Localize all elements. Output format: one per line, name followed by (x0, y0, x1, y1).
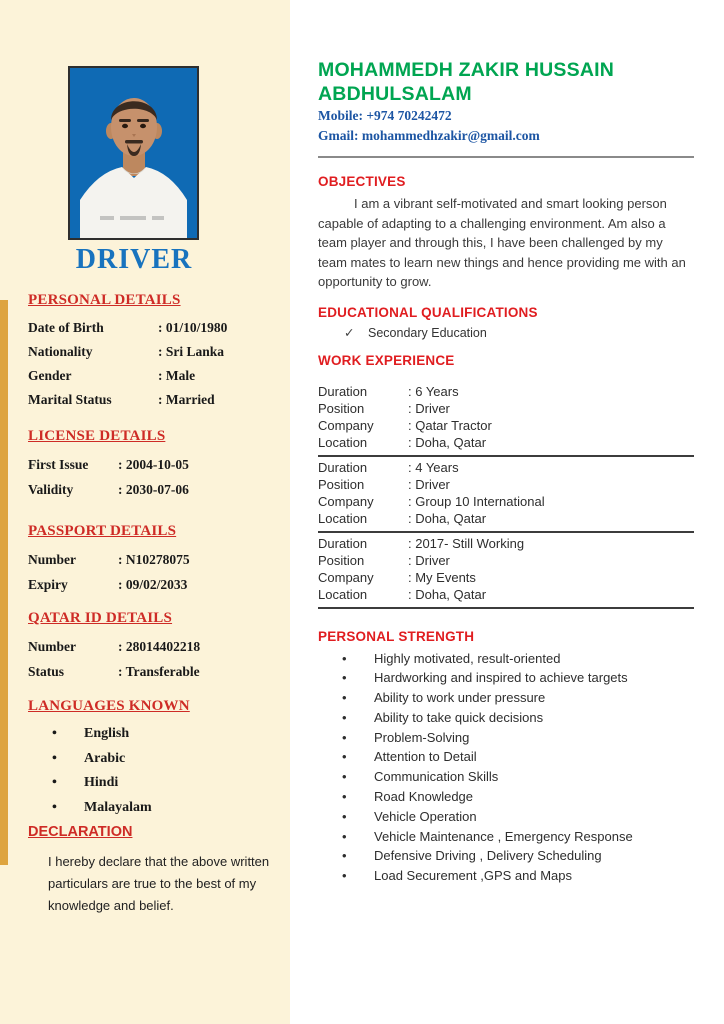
detail-label: Date of Birth (28, 320, 104, 335)
strength-label: Problem-Solving (374, 729, 470, 745)
job-row (318, 535, 694, 552)
job-field-label: Location (318, 434, 368, 450)
bullet-icon: • (342, 670, 347, 686)
personal-details-heading: PERSONAL DETAILS (28, 292, 181, 308)
job-row (318, 586, 694, 603)
bullet-icon: • (342, 808, 347, 824)
job-field-value: : My Events (408, 569, 476, 585)
job-row (318, 400, 694, 417)
bullet-icon: • (52, 726, 57, 741)
objectives-heading: OBJECTIVES (318, 174, 406, 189)
job-field-label: Duration (318, 383, 368, 399)
job-row (318, 493, 694, 510)
strength-item (318, 649, 694, 669)
declaration-section (28, 824, 274, 917)
bullet-icon: • (342, 749, 347, 765)
job-field-label: Location (318, 586, 368, 602)
detail-value: : 28014402218 (118, 639, 201, 654)
job-row (318, 459, 694, 476)
bullet-icon: • (52, 775, 57, 790)
job-field-value: : 4 Years (408, 459, 459, 475)
languages-heading: LANGUAGES KNOWN (28, 698, 190, 714)
objectives-text: I am a vibrant self-motivated and smart looking person capable of adapting to a challenging environment. Am also a team player and through this, I have been challenged by my team mates to learn new things and hence providing me with an opportunity to grow. (318, 196, 686, 289)
job-row (318, 383, 694, 400)
work-experience-table (318, 381, 694, 609)
strength-label: Ability to take quick decisions (374, 709, 544, 725)
job-field-label: Company (318, 569, 374, 585)
job-field-label: Duration (318, 459, 368, 475)
detail-row (28, 388, 274, 412)
personal-strength-heading: PERSONAL STRENGTH (318, 628, 475, 644)
detail-row (28, 634, 274, 659)
language-label: Malayalam (84, 799, 152, 815)
job-field-value: : Group 10 International (408, 493, 545, 509)
job-field-value: : Doha, Qatar (408, 586, 487, 602)
passport-details-section (28, 523, 274, 597)
job-field-value: : Qatar Tractor (408, 417, 492, 433)
detail-value: : 2004-10-05 (118, 457, 189, 472)
job-row (318, 569, 694, 586)
candidate-name-line1: MOHAMMEDH ZAKIR HUSSAIN (318, 59, 615, 81)
job-field-label: Company (318, 493, 374, 509)
job-field-value: : Driver (408, 400, 450, 416)
strength-item (318, 767, 694, 787)
license-details-section (28, 428, 274, 502)
detail-value: : Married (158, 392, 215, 407)
strength-item (318, 807, 694, 827)
strength-item (318, 747, 694, 767)
main-column (318, 58, 694, 886)
bullet-icon: • (342, 690, 347, 706)
strength-label: Ability to work under pressure (374, 690, 546, 706)
bullet-icon: • (52, 799, 57, 815)
language-item (28, 771, 274, 796)
detail-label: Nationality (28, 344, 93, 359)
language-label: English (84, 726, 130, 741)
job-row (318, 510, 694, 527)
job-row (318, 476, 694, 493)
checkmark-icon: ✓ (344, 325, 355, 340)
job-title: DRIVER (75, 244, 193, 275)
language-label: Arabic (84, 750, 126, 766)
strength-item (318, 728, 694, 748)
strength-label: Load Securement ,GPS and Maps (374, 868, 573, 884)
job-field-label: Duration (318, 535, 368, 551)
strength-item (318, 668, 694, 688)
strength-label: Communication Skills (374, 769, 499, 785)
job-field-value: : 2017- Still Working (408, 535, 525, 551)
qatar-id-details-heading: QATAR ID DETAILS (28, 610, 173, 626)
strength-label: Attention to Detail (374, 749, 477, 765)
bullet-icon: • (342, 848, 347, 864)
qatar-id-details-section (28, 610, 274, 684)
job-field-label: Position (318, 476, 365, 492)
declaration-text: I hereby declare that the above written particulars are true to the best of my knowledge and belief. (48, 854, 270, 913)
job-field-value: : Doha, Qatar (408, 510, 487, 526)
strength-label: Highly motivated, result-oriented (374, 650, 561, 666)
header-divider (318, 156, 694, 158)
detail-row (28, 659, 274, 684)
language-item (28, 747, 274, 772)
bullet-icon: • (342, 828, 347, 844)
languages-section (28, 698, 274, 820)
strength-item (318, 688, 694, 708)
language-item (28, 796, 274, 821)
education-item (318, 325, 694, 342)
detail-label: First Issue (28, 457, 89, 472)
job-entry (318, 533, 694, 609)
education-item-label: Secondary Education (368, 325, 487, 340)
job-entry (318, 381, 694, 457)
strength-item (318, 846, 694, 866)
bullet-icon: • (342, 650, 347, 666)
detail-value: : 09/02/2033 (118, 577, 188, 592)
job-row (318, 434, 694, 451)
personal-strength-list (318, 649, 694, 887)
gold-stripe-decoration (0, 300, 8, 865)
strength-label: Road Knowledge (374, 789, 474, 805)
bullet-icon: • (342, 709, 347, 725)
job-field-value: : 6 Years (408, 383, 459, 399)
detail-value: : Male (158, 368, 196, 383)
job-field-value: : Driver (408, 476, 450, 492)
strength-label: Vehicle Operation (374, 808, 477, 824)
detail-label: Status (28, 664, 65, 679)
detail-row (28, 572, 274, 597)
strength-item (318, 708, 694, 728)
detail-label: Number (28, 552, 76, 567)
candidate-name-line2: ABDHULSALAM (318, 83, 472, 105)
education-heading: EDUCATIONAL QUALIFICATIONS (318, 304, 538, 320)
detail-value: : N10278075 (118, 552, 190, 567)
detail-value: : Sri Lanka (158, 344, 225, 359)
detail-row (28, 547, 274, 572)
sidebar (0, 0, 290, 1024)
bullet-icon: • (342, 769, 347, 785)
detail-value: : 01/10/1980 (158, 320, 228, 335)
strength-label: Hardworking and inspired to achieve targets (374, 670, 628, 686)
detail-label: Expiry (28, 577, 68, 592)
detail-value: : 2030-07-06 (118, 482, 189, 497)
bullet-icon: • (52, 750, 57, 766)
profile-photo (68, 66, 199, 240)
language-label: Hindi (84, 775, 119, 790)
detail-value: : Transferable (118, 664, 200, 679)
detail-row (28, 477, 274, 502)
profile-photo-illustration (70, 68, 197, 238)
strength-item (318, 827, 694, 847)
license-details-heading: LICENSE DETAILS (28, 428, 166, 444)
job-field-label: Location (318, 510, 368, 526)
work-experience-heading: WORK EXPERIENCE (318, 352, 455, 368)
job-field-value: : Driver (408, 552, 450, 568)
personal-details-section (28, 292, 274, 412)
mobile-number: Mobile: +974 70242472 (318, 108, 452, 123)
job-field-label: Position (318, 552, 365, 568)
strength-label: Vehicle Maintenance , Emergency Response (374, 828, 633, 844)
strength-item (318, 787, 694, 807)
detail-row (28, 340, 274, 364)
passport-details-heading: PASSPORT DETAILS (28, 523, 177, 539)
detail-label: Number (28, 639, 76, 654)
job-entry (318, 457, 694, 533)
job-row (318, 417, 694, 434)
bullet-icon: • (342, 789, 347, 805)
detail-label: Gender (28, 368, 72, 383)
detail-label: Validity (28, 482, 74, 497)
sidebar-sections (28, 292, 274, 917)
job-field-value: : Doha, Qatar (408, 434, 487, 450)
declaration-heading: DECLARATION (28, 824, 133, 840)
detail-label: Marital Status (28, 392, 112, 407)
bullet-icon: • (342, 868, 347, 884)
email-link[interactable]: Gmail: mohammedhzakir@gmail.com (318, 128, 540, 143)
language-item (28, 722, 274, 747)
strength-item (318, 866, 694, 886)
strength-label: Defensive Driving , Delivery Scheduling (374, 848, 602, 864)
job-row (318, 552, 694, 569)
detail-row (28, 316, 274, 340)
detail-row (28, 364, 274, 388)
candidate-name (318, 58, 694, 106)
job-field-label: Position (318, 400, 365, 416)
detail-row (28, 452, 274, 477)
bullet-icon: • (342, 729, 347, 745)
job-field-label: Company (318, 417, 374, 433)
